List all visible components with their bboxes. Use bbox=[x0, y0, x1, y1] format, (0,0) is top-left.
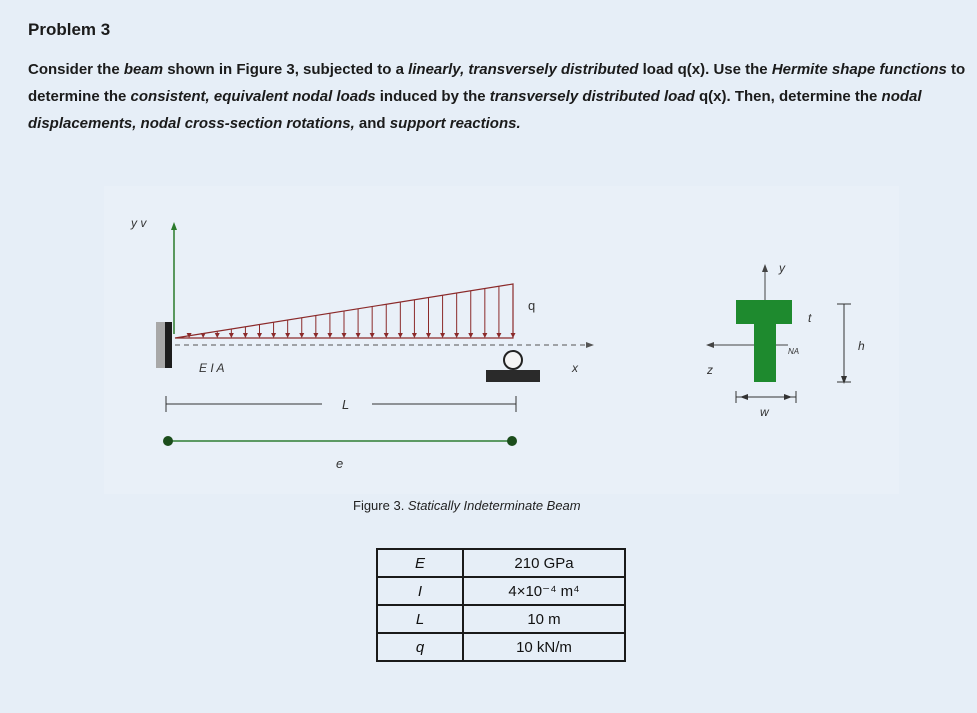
load-arrow-head bbox=[327, 333, 332, 338]
dim-w-arrow-right bbox=[784, 394, 792, 400]
roller-support bbox=[504, 351, 522, 369]
node-1 bbox=[163, 436, 173, 446]
load-arrow-head bbox=[412, 333, 417, 338]
figure-caption bbox=[353, 498, 581, 513]
caption-prefix: Figure 3. bbox=[353, 498, 408, 513]
load-arrow-head bbox=[384, 333, 389, 338]
y-axis-arrow bbox=[171, 222, 177, 230]
load-arrow-head bbox=[426, 333, 431, 338]
fixed-support-edge bbox=[165, 322, 172, 368]
stmt-part: q(x). Then, determine the bbox=[694, 88, 882, 105]
dim-w-arrow-left bbox=[740, 394, 748, 400]
property-value: 10 kN/m bbox=[463, 633, 625, 661]
dim-h-arrow bbox=[841, 376, 847, 384]
stmt-part: and bbox=[354, 115, 390, 132]
property-value: 210 GPa bbox=[463, 549, 625, 577]
load-arrow-head bbox=[454, 333, 459, 338]
label-na: NA bbox=[788, 347, 800, 356]
load-arrow-head bbox=[440, 333, 445, 338]
table-row bbox=[377, 605, 625, 633]
load-arrow-head bbox=[482, 333, 487, 338]
node-2 bbox=[507, 436, 517, 446]
property-symbol: q bbox=[377, 633, 463, 661]
label-y-v: y v bbox=[131, 216, 147, 230]
load-arrow-head bbox=[285, 333, 290, 338]
table-row bbox=[377, 633, 625, 661]
caption-title: Statically Indeterminate Beam bbox=[407, 498, 581, 513]
load-arrow-head bbox=[356, 333, 361, 338]
fixed-support bbox=[156, 322, 165, 368]
roller-ground bbox=[486, 370, 540, 382]
load-arrow-head bbox=[370, 333, 375, 338]
load-arrow-head bbox=[271, 333, 276, 338]
stmt-part: shown in Figure 3, subjected to a bbox=[163, 61, 409, 78]
label-L: L bbox=[342, 397, 350, 412]
table-row bbox=[377, 577, 625, 605]
t-flange bbox=[736, 300, 792, 324]
load-arrow-head bbox=[243, 333, 248, 338]
load-arrow-head bbox=[468, 333, 473, 338]
label-e: e bbox=[336, 456, 344, 471]
section-z-arrow bbox=[706, 342, 714, 348]
label-q: q bbox=[528, 298, 536, 313]
property-symbol: I bbox=[377, 577, 463, 605]
load-arrow-head bbox=[496, 333, 501, 338]
property-value: 10 m bbox=[463, 605, 625, 633]
label-t: t bbox=[808, 311, 812, 325]
table-row bbox=[377, 549, 625, 577]
stmt-emph: linearly, transversely distributed bbox=[408, 61, 639, 78]
label-x: x bbox=[572, 361, 578, 375]
property-value: 4×10⁻⁴ m⁴ bbox=[463, 577, 625, 605]
load-arrow-head bbox=[398, 333, 403, 338]
properties-table bbox=[376, 548, 626, 662]
label-eia: E I A bbox=[199, 361, 225, 375]
section-y-arrow bbox=[762, 264, 768, 272]
stmt-emph: transversely distributed load bbox=[489, 88, 695, 105]
load-arrows bbox=[187, 284, 516, 338]
problem-title: Problem 3 bbox=[28, 20, 111, 39]
stmt-part: load q(x). Use the bbox=[638, 61, 772, 78]
label-section-y: y bbox=[779, 261, 785, 275]
stmt-part: Consider the bbox=[28, 61, 124, 78]
stmt-part: to determine the bbox=[28, 61, 966, 105]
load-arrow-head bbox=[342, 333, 347, 338]
load-arrow-head bbox=[299, 333, 304, 338]
property-symbol: L bbox=[377, 605, 463, 633]
t-web bbox=[754, 324, 776, 382]
stmt-part: induced by the bbox=[375, 88, 490, 105]
load-arrow-head bbox=[257, 333, 262, 338]
stmt-emph: consistent, equivalent nodal loads bbox=[130, 88, 376, 105]
distributed-load bbox=[175, 284, 516, 338]
load-arrow-head bbox=[201, 333, 206, 338]
stmt-emph: nodal displacements, nodal cross-section rotations, bbox=[28, 88, 922, 132]
load-arrow-head bbox=[313, 333, 318, 338]
x-axis-arrow bbox=[586, 342, 594, 348]
load-arrow-head bbox=[511, 333, 516, 338]
load-arrow-head bbox=[215, 333, 220, 338]
stmt-emph: Hermite shape functions bbox=[771, 61, 947, 78]
label-w: w bbox=[760, 405, 769, 419]
label-h: h bbox=[858, 339, 865, 353]
stmt-emph: support reactions. bbox=[389, 115, 521, 132]
t-cross-section bbox=[706, 261, 865, 419]
label-z: z bbox=[707, 363, 713, 377]
load-arrow-head bbox=[229, 333, 234, 338]
stmt-emph: beam bbox=[123, 61, 164, 78]
property-symbol: E bbox=[377, 549, 463, 577]
